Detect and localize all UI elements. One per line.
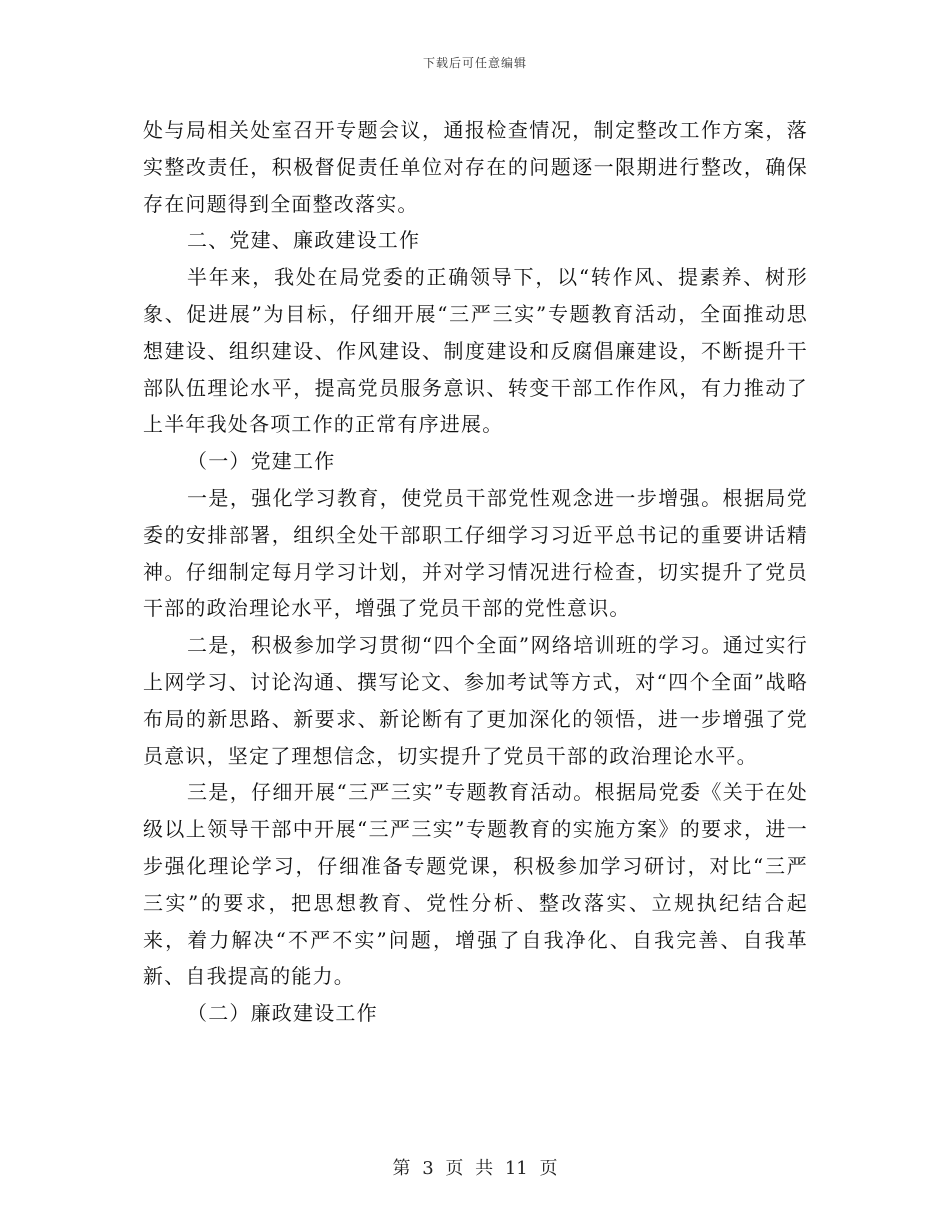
subheading-integrity-work: （二）廉政建设工作 — [187, 1001, 378, 1026]
page-number-footer: 第 3 页 共 11 页 — [392, 1158, 558, 1179]
paragraph-rectification: 处与局相关处室召开专题会议，通报检查情况，制定整改工作方案，落实整改责任，积极督促责任单位对存在的问题逐一限期进行整改，确保存在问题得到全面整改落实。 — [143, 118, 808, 216]
page-header-note: 下载后可任意编辑 — [422, 56, 527, 70]
section-heading-party-building: 二、党建、廉政建设工作 — [187, 228, 421, 253]
paragraph-point-three: 三是，仔细开展“三严三实”专题教育活动。根据局党委《关于在处级以上领导干部中开展“三严三实”专题教育的实施方案》的要求，进一步强化理论学习，仔细准备专题党课，积极参加学习研讨，对比“三严三实”的要求，把思想教育、党性分析、整改落实、立规执纪结合起来，着力解决“不严不实”问题，增强了自我净化、自我完善、自我革新、自我提高的能力。 — [143, 780, 808, 989]
paragraph-half-year-summary: 半年来，我处在局党委的正确领导下，以“转作风、提素养、树形象、促进展”为目标，仔细开展“三严三实”专题教育活动，全面推动思想建设、组织建设、作风建设、制度建设和反腐倡廉建设，不断提升干部队伍理论水平，提高党员服务意识、转变干部工作作风，有力推动了上半年我处各项工作的正常有序进展。 — [143, 265, 808, 437]
document-body — [143, 112, 808, 1032]
paragraph-point-two: 二是，积极参加学习贯彻“四个全面”网络培训班的学习。通过实行上网学习、讨论沟通、撰写论文、参加考试等方式，对“四个全面”战略布局的新思路、新要求、新论断有了更加深化的领悟，进一步增强了党员意识，坚定了理想信念，切实提升了党员干部的政治理论水平。 — [143, 633, 808, 768]
paragraph-point-one: 一是，强化学习教育，使党员干部党性观念进一步增强。根据局党委的安排部署，组织全处干部职工仔细学习习近平总书记的重要讲话精神。仔细制定每月学习计划，并对学习情况进行检查，切实提升了党员干部的政治理论水平，增强了党员干部的党性意识。 — [143, 485, 808, 621]
subheading-party-work: （一）党建工作 — [187, 449, 336, 474]
